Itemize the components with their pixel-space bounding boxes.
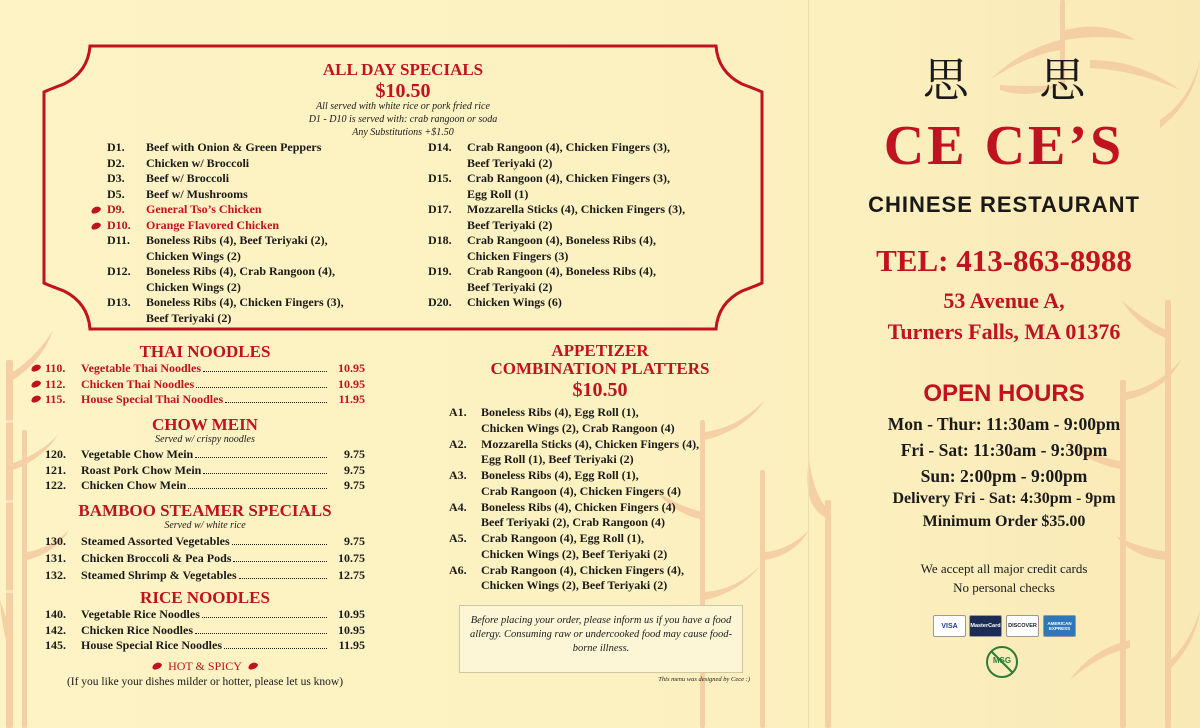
specials-note-rangoon: D1 - D10 is served with: crab rangoon or soda <box>308 114 498 125</box>
specials-item-text: Boneless Ribs (4), Chicken Fingers (3), <box>146 295 344 309</box>
menu-item-number: 140. <box>45 607 66 621</box>
appetizer-item-text: Mozzarella Sticks (4), Chicken Fingers (4), <box>481 436 700 451</box>
menu-item-leader-dots <box>202 617 327 618</box>
panel-fold-line <box>808 0 809 728</box>
specials-item-code: D17. <box>428 202 452 216</box>
hot-spicy-label: HOT & SPICY <box>168 659 242 673</box>
specials-item-text: Beef Teriyaki (2) <box>467 217 553 232</box>
appetizer-item-text: Boneless Ribs (4), Egg Roll (1), <box>481 468 639 482</box>
menu-item-name: Chicken Broccoli & Pea Pods <box>81 551 232 565</box>
specials-item-code: D3. <box>107 171 125 185</box>
address-line-2: Turners Falls, MA 01376 <box>887 319 1121 344</box>
specials-note-rice: All served with white rice or pork fried rice <box>316 101 490 112</box>
menu-item-name: Vegetable Chow Mein <box>81 447 194 461</box>
open-hours-title: OPEN HOURS <box>923 380 1085 407</box>
specials-item-text: Crab Rangoon (4), Chicken Fingers (3), <box>467 140 670 154</box>
menu-item-leader-dots <box>203 371 327 372</box>
menu-item-number: 132. <box>45 568 66 582</box>
menu-item-name: Chicken Thai Noodles <box>81 376 195 391</box>
menu-item-number: 121. <box>45 462 66 477</box>
specials-item-text: Boneless Ribs (4), Beef Teriyaki (2), <box>146 233 328 247</box>
menu-item-leader-dots <box>195 633 327 634</box>
menu-item-number: 112. <box>45 376 66 391</box>
menu-item-price: 9.75 <box>344 478 365 492</box>
spicy-adjust-note: (If you like your dishes milder or hotter, please let us know) <box>66 676 344 688</box>
specials-item-text: Beef Teriyaki (2) <box>146 310 232 325</box>
appetizer-subtitle: COMBINATION PLATTERS <box>490 359 710 378</box>
appetizer-item-text: Chicken Wings (2), Beef Teriyaki (2) <box>481 578 668 592</box>
chili-pepper-icon <box>247 661 259 671</box>
appetizer-item-text: Chicken Wings (2), Crab Rangoon (4) <box>481 420 675 435</box>
appetizer-price: $10.50 <box>572 379 628 401</box>
menu-item-number: 131. <box>45 551 66 565</box>
menu-item-number: 115. <box>45 392 66 406</box>
specials-item-text: Boneless Ribs (4), Crab Rangoon (4), <box>146 264 336 278</box>
address-line-1: 53 Avenue A, <box>943 288 1065 313</box>
thai-noodles-title: THAI NOODLES <box>139 342 271 361</box>
menu-item-name: Chicken Chow Mein <box>81 478 187 492</box>
msg-label: MSG <box>992 656 1012 665</box>
no-checks-note: No personal checks <box>953 580 1055 595</box>
hours-fri-sat: Fri - Sat: 11:30am - 9:30pm <box>900 440 1108 460</box>
specials-item-code: D18. <box>428 233 452 247</box>
specials-item-code: D15. <box>428 171 452 185</box>
specials-item-code: D1. <box>107 140 125 154</box>
specials-item-code: D19. <box>428 264 452 278</box>
hours-mon-thur: Mon - Thur: 11:30am - 9:00pm <box>887 414 1121 434</box>
specials-item-text: Chicken Wings (6) <box>467 295 562 309</box>
restaurant-name: CE CE’S <box>883 115 1125 177</box>
designer-credit: This menu was designed by Cece :) <box>658 676 750 683</box>
minimum-order: Minimum Order $35.00 <box>922 513 1086 530</box>
mastercard-icon: MasterCard <box>969 615 1002 637</box>
specials-note-substitutions: Any Substitutions +$1.50 <box>352 127 454 138</box>
appetizer-item-code: A2. <box>449 436 467 451</box>
payment-note: We accept all major credit cards <box>920 561 1088 576</box>
specials-item-code: D12. <box>107 264 131 278</box>
menu-item-price: 12.75 <box>338 568 365 582</box>
menu-item-price: 11.95 <box>338 392 365 406</box>
menu-item-leader-dots <box>195 457 327 458</box>
menu-item-price: 10.95 <box>338 376 365 391</box>
specials-item-code: D2. <box>107 155 125 170</box>
specials-item-text: Orange Flavored Chicken <box>146 217 280 232</box>
menu-item-leader-dots <box>239 578 327 579</box>
specials-item-text: Mozzarella Sticks (4), Chicken Fingers (3), <box>467 202 686 216</box>
restaurant-type: CHINESE RESTAURANT <box>868 192 1140 217</box>
appetizer-item-text: Crab Rangoon (4), Chicken Fingers (4) <box>481 483 681 498</box>
specials-item-text: Beef w/ Broccoli <box>146 171 230 185</box>
specials-item-text: Crab Rangoon (4), Chicken Fingers (3), <box>467 171 670 185</box>
menu-item-leader-dots <box>203 473 327 474</box>
menu-item-name: Vegetable Rice Noodles <box>81 607 200 621</box>
appetizer-item-text: Chicken Wings (2), Beef Teriyaki (2) <box>481 546 668 561</box>
appetizer-title: APPETIZER <box>551 341 649 360</box>
appetizer-item-text: Boneless Ribs (4), Egg Roll (1), <box>481 405 639 419</box>
menu-item-leader-dots <box>188 488 327 489</box>
appetizer-item-code: A5. <box>449 531 467 545</box>
appetizer-item-text: Beef Teriyaki (2), Crab Rangoon (4) <box>481 515 665 529</box>
menu-item-leader-dots <box>224 648 327 649</box>
chili-pepper-icon <box>151 661 163 671</box>
menu-item-number: 122. <box>45 478 66 492</box>
menu-item-number: 130. <box>45 534 66 548</box>
menu-item-price: 9.75 <box>344 534 365 548</box>
specials-item-code: D11. <box>107 233 131 247</box>
appetizer-item-code: A1. <box>449 405 467 419</box>
rice-noodles-title: RICE NOODLES <box>140 588 270 607</box>
specials-item-text: Crab Rangoon (4), Boneless Ribs (4), <box>467 233 657 247</box>
menu-item-leader-dots <box>225 402 327 403</box>
specials-item-text: Beef w/ Mushrooms <box>146 186 248 201</box>
no-msg-icon <box>985 645 1019 679</box>
menu-item-name: House Special Thai Noodles <box>81 392 224 406</box>
menu-item-number: 145. <box>45 638 66 652</box>
appetizer-item-text: Crab Rangoon (4), Chicken Fingers (4), <box>481 562 684 577</box>
specials-item-text: Beef with Onion & Green Peppers <box>146 140 322 154</box>
menu-item-price: 10.95 <box>338 607 365 621</box>
menu-item-leader-dots <box>196 387 327 388</box>
menu-item-price: 11.95 <box>338 638 365 652</box>
menu-item-price: 10.95 <box>338 622 365 637</box>
allergy-notice-box <box>459 605 743 673</box>
specials-price: $10.50 <box>375 80 431 102</box>
delivery-hours: Delivery Fri - Sat: 4:30pm - 9pm <box>892 490 1116 507</box>
specials-item-code: D13. <box>107 295 131 309</box>
menu-item-name: House Special Rice Noodles <box>81 638 222 652</box>
hot-spicy-legend <box>20 659 390 674</box>
menu-item-name: Roast Pork Chow Mein <box>81 462 202 477</box>
specials-item-text: Chicken Wings (2) <box>146 279 241 294</box>
hours-sun: Sun: 2:00pm - 9:00pm <box>920 466 1088 486</box>
specials-item-text: Crab Rangoon (4), Boneless Ribs (4), <box>467 264 657 278</box>
menu-item-name: Chicken Rice Noodles <box>81 622 193 637</box>
bamboo-steamer-title: BAMBOO STEAMER SPECIALS <box>78 501 332 520</box>
specials-item-text: Beef Teriyaki (2) <box>467 279 553 294</box>
menu-item-leader-dots <box>233 561 327 562</box>
specials-item-code: D20. <box>428 295 452 309</box>
specials-item-code: D5. <box>107 186 125 201</box>
appetizer-item-text: Crab Rangoon (4), Egg Roll (1), <box>481 531 645 545</box>
specials-item-code: D10. <box>107 217 131 232</box>
amex-card-icon: AMERICAN EXPRESS <box>1043 615 1076 637</box>
menu-item-number: 110. <box>45 361 66 375</box>
appetizer-item-text: Egg Roll (1), Beef Teriyaki (2) <box>481 452 634 466</box>
menu-item-name: Steamed Assorted Vegetables <box>81 534 230 548</box>
menu-item-number: 120. <box>45 447 66 461</box>
appetizer-item-text: Boneless Ribs (4), Chicken Fingers (4) <box>481 499 676 514</box>
menu-item-leader-dots <box>232 544 327 545</box>
menu-item-price: 9.75 <box>344 462 365 477</box>
menu-item-price: 10.75 <box>338 551 365 565</box>
specials-item-text: Beef Teriyaki (2) <box>467 155 553 170</box>
specials-title: ALL DAY SPECIALS <box>322 60 484 79</box>
specials-item-text: Egg Roll (1) <box>467 186 529 201</box>
menu-item-name: Vegetable Thai Noodles <box>81 361 202 375</box>
phone-number[interactable]: TEL: 413-863-8988 <box>876 243 1132 278</box>
menu-item-name: Steamed Shrimp & Vegetables <box>81 568 237 582</box>
specials-item-code: D9. <box>107 202 125 216</box>
appetizer-item-code: A4. <box>449 499 467 514</box>
specials-item-text: Chicken Wings (2) <box>146 248 241 263</box>
specials-item-text: Chicken w/ Broccoli <box>146 155 250 170</box>
bamboo-steamer-subtitle: Served w/ white rice <box>164 520 246 531</box>
chow-mein-subtitle: Served w/ crispy noodles <box>155 434 255 445</box>
discover-card-icon: DISCOVER <box>1006 615 1039 637</box>
menu-item-number: 142. <box>45 622 66 637</box>
appetizer-item-code: A6. <box>449 562 467 577</box>
specials-item-code: D14. <box>428 140 452 154</box>
menu-item-price: 10.95 <box>338 361 365 375</box>
specials-item-text: General Tso’s Chicken <box>146 202 262 216</box>
menu-item-price: 9.75 <box>344 447 365 461</box>
chinese-characters-logo: 思 思 <box>922 53 1114 107</box>
chow-mein-title: CHOW MEIN <box>152 415 258 434</box>
allergy-notice-text: Before placing your order, please inform us if you have a food allergy. Consuming raw or undercooked food may cause food-borne illness. <box>470 615 732 654</box>
specials-item-text: Chicken Fingers (3) <box>467 248 569 263</box>
appetizer-item-code: A3. <box>449 468 467 482</box>
visa-card-icon: VISA <box>933 615 966 637</box>
